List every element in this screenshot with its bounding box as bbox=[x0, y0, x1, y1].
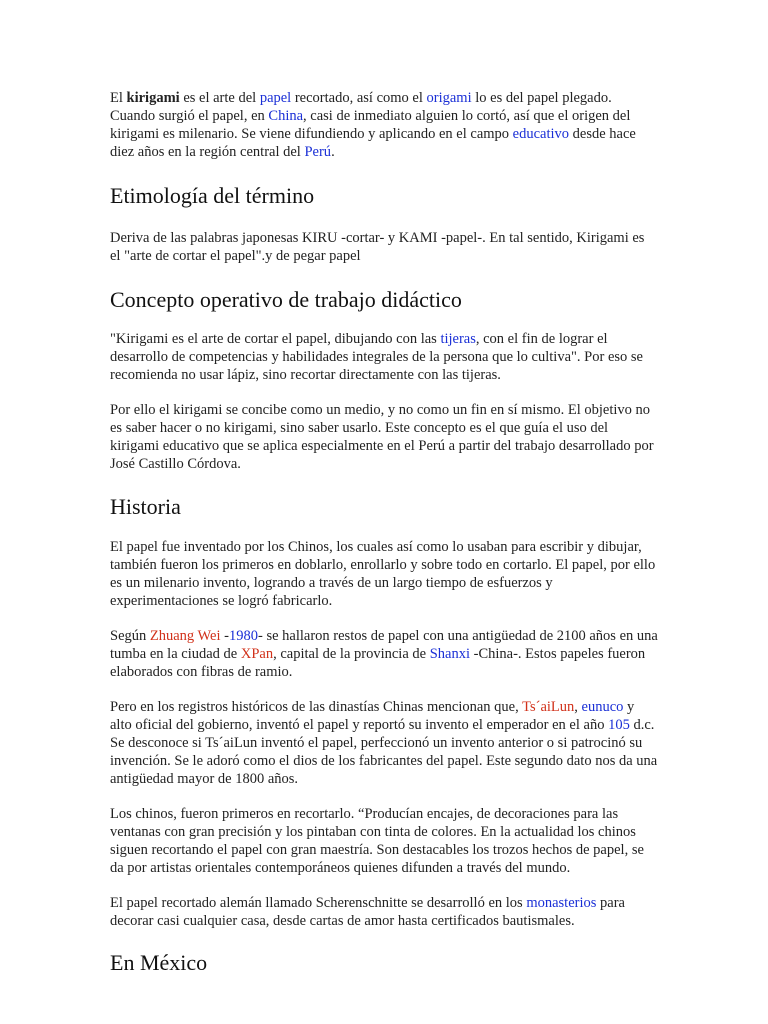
etimologia-paragraph: Deriva de las palabras japonesas KIRU -cortar- y KAMI -papel-. En tal sentido, Kirigami es el "arte de cortar el papel".y de pegar papel bbox=[110, 230, 645, 264]
text: es el arte del bbox=[179, 90, 260, 106]
link-105[interactable]: 105 bbox=[608, 717, 630, 733]
text: -China-. Estos papeles fueron elaborados con fibras de ramio. bbox=[110, 646, 646, 680]
text: "Kirigami es el arte de cortar el papel, dibujando con las bbox=[110, 331, 441, 347]
heading-historia: Historia bbox=[110, 494, 181, 519]
link-tsailun[interactable]: Ts´aiLun bbox=[522, 699, 575, 715]
heading-concepto: Concepto operativo de trabajo didáctico bbox=[110, 287, 462, 312]
text: d.c. Se desconoce si Ts´aiLun inventó el papel, perfeccionó un invento anterior o si patrocinó su invención. Se le adoró como el dios de los fabricantes del papel. Este segundo dato nos da una antigüedad mayor de 1800 años. bbox=[110, 717, 658, 787]
text: El papel recortado alemán llamado Scherenschnitte se desarrolló en los bbox=[110, 895, 527, 911]
concepto-paragraph-1 bbox=[110, 330, 658, 384]
historia-paragraph-4: Los chinos, fueron primeros en recortarlo. “Producían encajes, de decoraciones para las ventanas con gran precisión y los pintaban con tinta de colores. En la actualidad los chinos siguen recortando el papel con gran maestría. Son destacables los trozos hechos de papel, se da por artistas orientales contemporáneos quienes difunden a través del mundo. bbox=[110, 806, 644, 876]
text: Según bbox=[110, 628, 150, 644]
link-tijeras[interactable]: tijeras bbox=[440, 331, 476, 347]
intro-paragraph bbox=[110, 89, 658, 161]
text: El bbox=[110, 90, 127, 106]
text: - bbox=[220, 628, 229, 644]
text: - se hallaron restos de papel con una antigüedad de 2100 años en una tumba en la ciudad de bbox=[110, 628, 658, 662]
text: , bbox=[574, 699, 582, 715]
link-zhuang-wei[interactable]: Zhuang Wei bbox=[149, 628, 221, 644]
link-xpan[interactable]: XPan bbox=[240, 646, 274, 662]
text: y alto oficial del gobierno, inventó el papel y reportó su invento el emperador en el año bbox=[110, 699, 635, 733]
historia-paragraph-3 bbox=[110, 698, 658, 788]
heading-etimologia: Etimología del término bbox=[110, 183, 315, 208]
historia-paragraph-2 bbox=[110, 627, 658, 681]
link-shanxi[interactable]: Shanxi bbox=[429, 646, 470, 662]
text: recortado, así como el bbox=[291, 90, 427, 106]
link-china[interactable]: China bbox=[268, 108, 304, 124]
text: , con el fin de lograr el desarrollo de competencias y habilidades integrales de la persona que lo cultiva". Por eso se recomienda no usar lápiz, sino recortar directamente con las tijeras. bbox=[110, 331, 643, 383]
link-eunuco[interactable]: eunuco bbox=[581, 699, 624, 715]
article-body bbox=[110, 89, 658, 976]
concepto-paragraph-2: Por ello el kirigami se concibe como un medio, y no como un fin en sí mismo. El objetivo no es saber hacer o no kirigami, sino saber usarlo. Este concepto es el que guía el uso del kirigami educativo que se aplica especialmente en el Perú a partir del trabajo desarrollado por José Castillo Córdova. bbox=[110, 402, 654, 472]
term-kirigami: kirigami bbox=[126, 90, 180, 106]
text: desde hace diez años en la región central del bbox=[110, 126, 636, 160]
heading-mexico: En México bbox=[110, 950, 208, 975]
text: , capital de la provincia de bbox=[273, 646, 430, 662]
historia-paragraph-1: El papel fue inventado por los Chinos, los cuales así como lo usaban para escribir y dibujar, también fueron los primeros en doblarlo, enrollarlo y sobre todo en cortarlo. El papel, por ello es un milenario invento, logrando a través de un largo tiempo de esfuerzos y experimentaciones se logró fabricarlo. bbox=[110, 539, 656, 609]
link-educativo[interactable]: educativo bbox=[512, 126, 570, 142]
text: Pero en los registros históricos de las dinastías Chinas mencionan que, bbox=[110, 699, 523, 715]
link-origami[interactable]: origami bbox=[426, 90, 472, 106]
link-papel[interactable]: papel bbox=[259, 90, 292, 106]
link-monasterios[interactable]: monasterios bbox=[526, 895, 597, 911]
link-1980[interactable]: 1980 bbox=[229, 628, 258, 644]
text: , casi de inmediato alguien lo cortó, así que el origen del kirigami es milenario. Se viene difundiendo y aplicando en el campo bbox=[110, 108, 631, 142]
text: lo es del papel plegado. Cuando surgió el papel, en bbox=[110, 90, 612, 124]
historia-paragraph-5 bbox=[110, 894, 658, 930]
text: . bbox=[331, 144, 335, 160]
link-peru[interactable]: Perú bbox=[304, 144, 332, 160]
text: para decorar casi cualquier casa, desde cartas de amor hasta certificados bautismales. bbox=[110, 895, 625, 929]
